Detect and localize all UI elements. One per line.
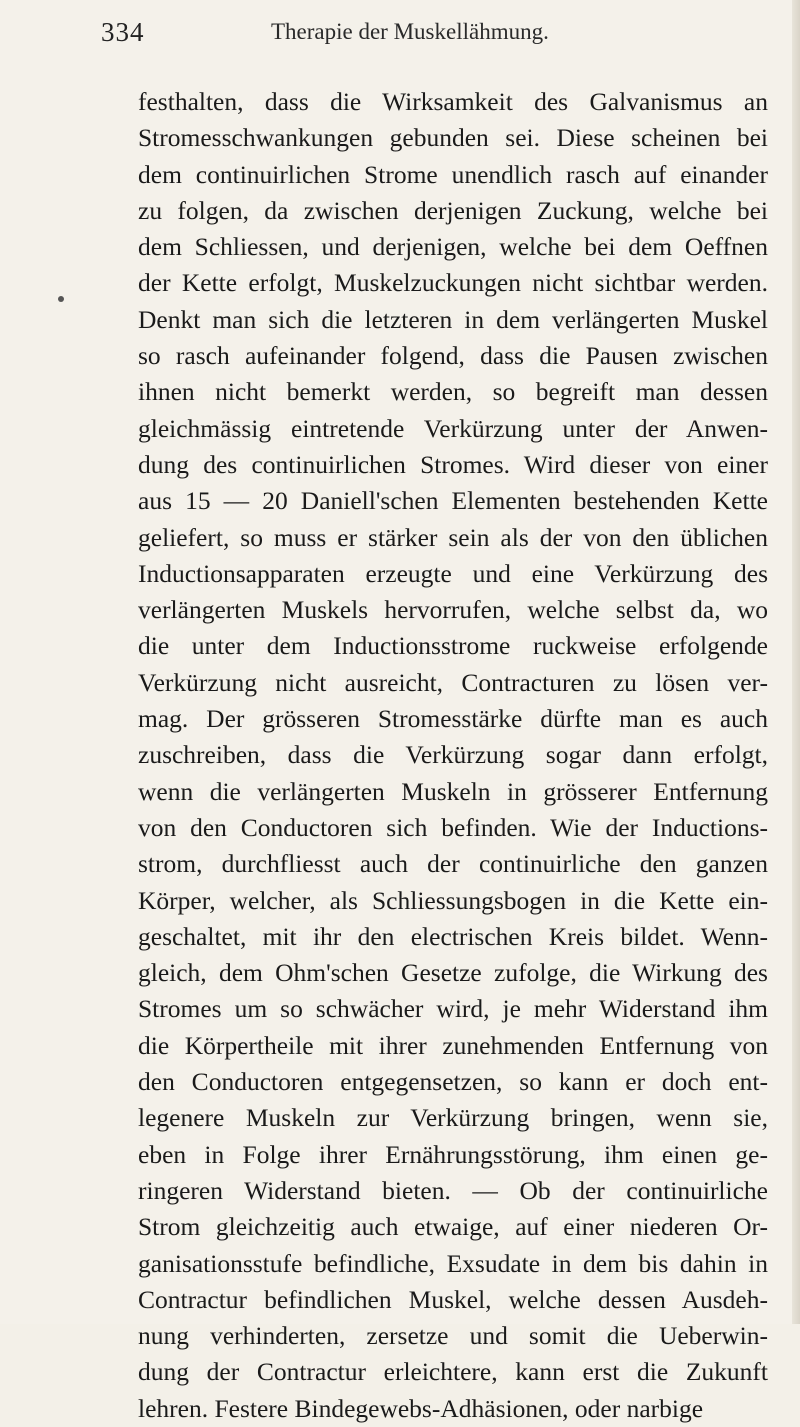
- margin-speck: [58, 296, 64, 302]
- text-line: die unter dem Inductionsstrome ruckweise erfolgende: [138, 631, 768, 661]
- text-line: so rasch aufeinander folgend, dass die Pausen zwischen: [138, 341, 768, 371]
- text-line: ihnen nicht bemerkt werden, so begreift man dessen: [138, 377, 768, 407]
- text-line: Strom gleichzeitig auch etwaige, auf einer niederen Or-: [138, 1212, 768, 1242]
- running-title: Therapie der Muskellähmung.: [271, 19, 549, 44]
- text-line: verlängerten Muskels hervorrufen, welche selbst da, wo: [138, 595, 768, 625]
- page-edge-shadow: [792, 0, 800, 1324]
- text-line: gleichmässig eintretende Verkürzung unter der Anwen-: [138, 413, 768, 443]
- text-line: strom, durchfliesst auch der continuirliche den ganzen: [138, 849, 768, 879]
- text-line: Verkürzung nicht ausreicht, Contracturen zu lösen ver-: [138, 667, 768, 697]
- text-line: dung des continuirlichen Stromes. Wird dieser von einer: [138, 449, 768, 479]
- text-line: mag. Der grösseren Stromesstärke dürfte man es auch: [138, 704, 768, 734]
- text-line: dem continuirlichen Strome unendlich rasch auf einander: [138, 159, 768, 189]
- text-line: ringeren Widerstand bieten. — Ob der continuirliche: [138, 1175, 768, 1205]
- text-line: dung der Contractur erleichtere, kann erst die Zukunft: [138, 1357, 768, 1387]
- text-line: Körper, welcher, als Schliessungsbogen in die Kette ein-: [138, 885, 768, 915]
- text-line: gleich, dem Ohm'schen Gesetze zufolge, die Wirkung des: [138, 958, 768, 988]
- text-line: Contractur befindlichen Muskel, welche dessen Ausdeh-: [138, 1284, 768, 1314]
- page-header: [101, 12, 761, 52]
- text-line: geschaltet, mit ihr den electrischen Kreis bildet. Wenn-: [138, 921, 768, 951]
- page-number: 334: [101, 17, 145, 47]
- text-line: Stromesschwankungen gebunden sei. Diese scheinen bei: [138, 123, 768, 153]
- text-line: geliefert, so muss er stärker sein als der von den üblichen: [138, 522, 768, 552]
- text-line: Stromes um so schwächer wird, je mehr Widerstand ihm: [138, 994, 768, 1024]
- text-line: lehren. Festere Bindegewebs-Adhäsionen, oder narbige: [138, 1393, 704, 1423]
- text-line: nung verhinderten, zersetze und somit die Ueberwin-: [138, 1321, 768, 1351]
- text-line: der Kette erfolgt, Muskelzuckungen nicht sichtbar werden.: [138, 268, 768, 298]
- text-line: aus 15 — 20 Daniell'schen Elementen bestehenden Kette: [138, 486, 768, 516]
- body-text: [138, 84, 768, 1427]
- text-line: zu folgen, da zwischen derjenigen Zuckung, welche bei: [138, 195, 768, 225]
- text-line: Inductionsapparaten erzeugte und eine Verkürzung des: [138, 558, 768, 588]
- text-line: die Körpertheile mit ihrer zunehmenden Entfernung von: [138, 1030, 768, 1060]
- text-line: wenn die verlängerten Muskeln in grösserer Entfernung: [138, 776, 768, 806]
- text-line: von den Conductoren sich befinden. Wie der Inductions-: [138, 812, 768, 842]
- text-line: eben in Folge ihrer Ernährungsstörung, ihm einen ge-: [138, 1139, 768, 1169]
- text-line: legenere Muskeln zur Verkürzung bringen, wenn sie,: [138, 1103, 768, 1133]
- text-line: festhalten, dass die Wirksamkeit des Galvanismus an: [138, 87, 768, 116]
- text-line: Denkt man sich die letzteren in dem verlängerten Muskel: [138, 304, 768, 334]
- text-line: ganisationsstufe befindliche, Exsudate in dem bis dahin in: [138, 1248, 768, 1278]
- text-line: zuschreiben, dass die Verkürzung sogar dann erfolgt,: [138, 740, 768, 770]
- text-line: den Conductoren entgegensetzen, so kann er doch ent-: [138, 1067, 768, 1097]
- text-line: dem Schliessen, und derjenigen, welche bei dem Oeffnen: [138, 232, 768, 262]
